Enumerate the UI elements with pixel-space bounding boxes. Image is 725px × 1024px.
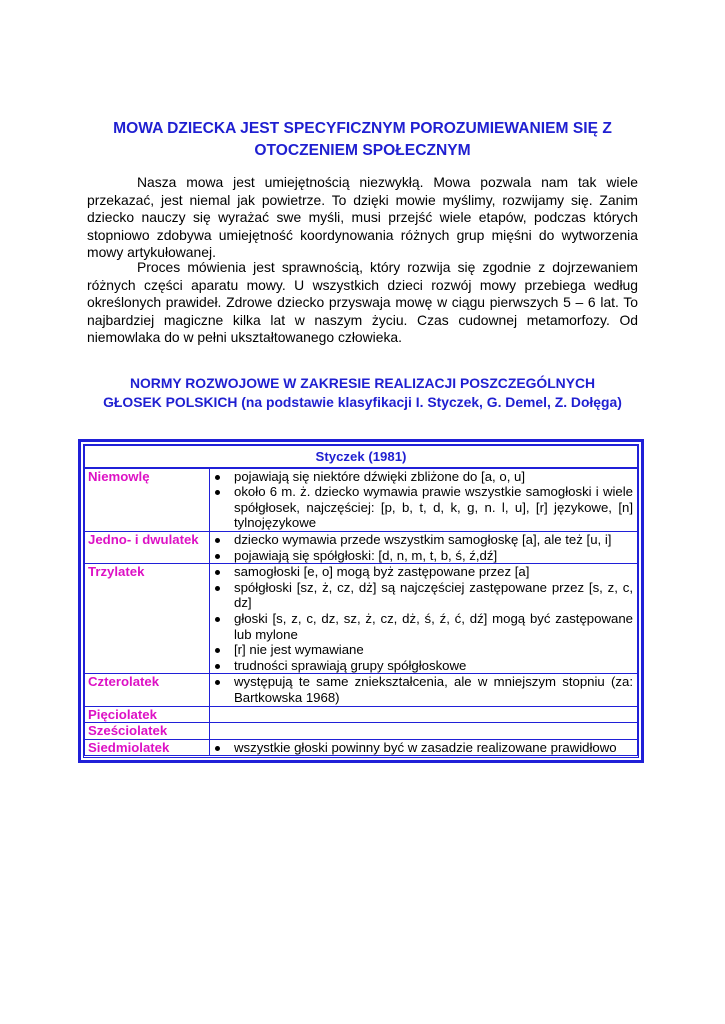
page-title	[80, 118, 645, 162]
list-item: pojawiają się spółgłoski: [d, n, m, t, b, ś, ź,dź]	[212, 548, 633, 564]
age-group-label: Niemowlę	[85, 468, 210, 532]
section-subtitle-line-1: NORMY ROZWOJOWE W ZAKRESIE REALIZACJI POSZCZEGÓLNYCH	[129, 375, 596, 391]
table-row	[85, 706, 638, 723]
table-row	[85, 531, 638, 563]
norms-table-body	[85, 446, 638, 756]
list-item: około 6 m. ż. dziecko wymawia prawie wszystkie samogłoski i wiele spółgłosek, najczęściej: [p, b, t, d, k, g, n. l, u], [r] językowe, [n] tylnojęzykowe	[212, 484, 633, 531]
norms-list	[212, 674, 633, 705]
norms-table-header-row	[85, 446, 638, 468]
list-item: trudności sprawiają grupy spółgłoskowe	[212, 658, 633, 674]
age-group-label: Sześciolatek	[85, 723, 210, 740]
intro-paragraph-1	[87, 174, 638, 262]
norms-list	[212, 532, 633, 563]
age-group-norms	[210, 706, 638, 723]
intro-paragraph-2-text: Proces mówienia jest sprawnością, który rozwija się zgodnie z dojrzewaniem różnych części aparatu mowy. U wszystkich dzieci rozwój mowy przebiega według określonych prawideł. Zdrowe dziecko przyswaja mowę w ciągu pierwszych 5 – 6 lat. To najbardziej magiczne kilka lat w naszym życiu. Czas cudownej metamorfozy. Od niemowlaka do w pełni ukształtowanego człowieka.	[87, 259, 638, 346]
table-row	[85, 723, 638, 740]
list-item: spółgłoski [sz, ż, cz, dż] są najczęściej zastępowane przez [s, z, c, dz]	[212, 580, 633, 611]
norms-list	[212, 564, 633, 673]
list-item: dziecko wymawia przede wszystkim samogłoskę [a], ale też [u, i]	[212, 532, 633, 548]
age-group-norms	[210, 739, 638, 756]
table-row	[85, 739, 638, 756]
norms-table	[84, 445, 638, 756]
section-subtitle-line-2: GŁOSEK POLSKICH (na podstawie klasyfikacji I. Styczek, G. Demel, Z. Dołęga)	[103, 394, 622, 410]
table-row	[85, 564, 638, 674]
list-item: występują te same zniekształcenia, ale w mniejszym stopniu (za: Bartkowska 1968)	[212, 674, 633, 705]
list-item: głoski [s, z, c, dz, sz, ż, cz, dż, ś, ź, ć, dź] mogą być zastępowane lub mylone	[212, 611, 633, 642]
norms-list	[212, 469, 633, 531]
age-group-norms	[210, 674, 638, 706]
age-group-label: Jedno- i dwulatek	[85, 531, 210, 563]
page-title-line-1: MOWA DZIECKA JEST SPECYFICZNYM POROZUMIEWANIEM SIĘ Z	[113, 120, 612, 137]
age-group-norms	[210, 723, 638, 740]
list-item: [r] nie jest wymawiane	[212, 642, 633, 658]
age-group-norms	[210, 564, 638, 674]
page-title-line-2: OTOCZENIEM SPOŁECZNYM	[254, 142, 471, 159]
age-group-norms	[210, 468, 638, 532]
list-item: wszystkie głoski powinny być w zasadzie realizowane prawidłowo	[212, 740, 633, 756]
norms-table-header: Styczek (1981)	[85, 446, 638, 468]
table-row	[85, 468, 638, 532]
norms-table-frame	[78, 439, 644, 763]
table-row	[85, 674, 638, 706]
age-group-label: Pięciolatek	[85, 706, 210, 723]
age-group-label: Trzylatek	[85, 564, 210, 674]
list-item: pojawiają się niektóre dźwięki zbliżone do [a, o, u]	[212, 469, 633, 485]
age-group-norms	[210, 531, 638, 563]
age-group-label: Czterolatek	[85, 674, 210, 706]
age-group-label: Siedmiolatek	[85, 739, 210, 756]
section-subtitle	[80, 374, 645, 412]
norms-list	[212, 740, 633, 756]
list-item: samogłoski [e, o] mogą byż zastępowane przez [a]	[212, 564, 633, 580]
intro-paragraph-1-text: Nasza mowa jest umiejętnością niezwykłą. Mowa pozwala nam tak wiele przekazać, jest niemal jak powietrze. To dzięki mowie myślimy, rozwijamy się. Zanim dziecko nauczy się wyrażać swe myśli, musi przejść wiele etapów, podczas których stopniowo zdobywa umiejętność koordynowania różnych grup mięśni do wytworzenia mowy artykułowanej.	[87, 174, 638, 261]
norms-table-inner-border	[83, 444, 639, 758]
intro-paragraph-2	[87, 259, 638, 347]
